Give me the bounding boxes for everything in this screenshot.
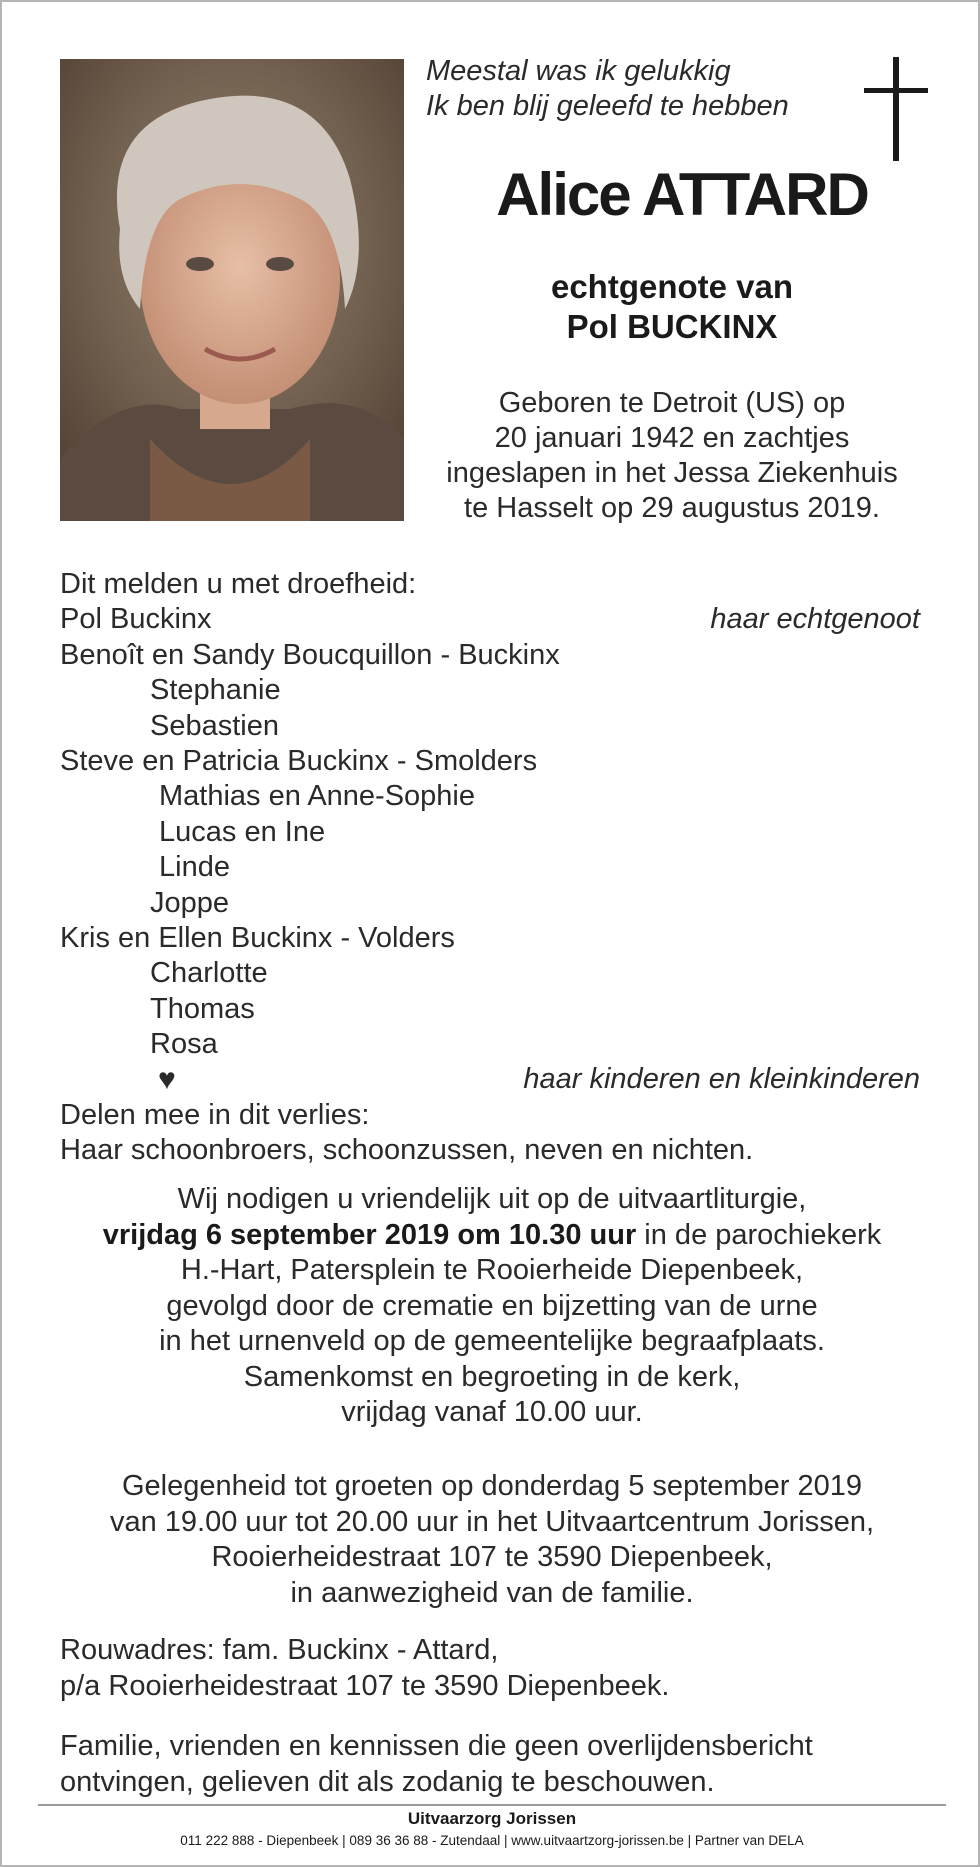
family-intro: Dit melden u met droefheid: [60, 568, 417, 600]
visitation-line-2: van 19.00 uur tot 20.00 uur in het Uitvaartcentrum Jorissen, [109, 1505, 875, 1538]
grandchild: Charlotte [150, 957, 268, 990]
birth-line-3: ingeslapen in het Jessa Ziekenhuis [446, 457, 898, 489]
liturgy-line-5: in het urnenveld op de gemeentelijke begraafplaats. [159, 1325, 825, 1357]
husband-name: Pol Buckinx [60, 603, 212, 636]
liturgy-info [42, 1182, 942, 1431]
liturgy-line-7: vrijdag vanaf 10.00 uur. [341, 1396, 643, 1428]
grandchild: Linde [159, 851, 230, 884]
family-row-heart [60, 1062, 920, 1097]
liturgy-date: vrijdag 6 september 2019 om 10.30 uur [102, 1218, 637, 1251]
family-row-husband [60, 602, 920, 637]
portrait-photo [60, 59, 404, 521]
grandchild: Joppe [150, 886, 230, 919]
deceased-name: Alice ATTARD [496, 161, 868, 228]
mourning-address [60, 1633, 940, 1704]
grandchild: Mathias en Anne-Sophie [159, 780, 475, 813]
grandchild: Rosa [150, 1028, 218, 1061]
spouse-name: Pol BUCKINX [566, 308, 778, 345]
spouse-block [432, 267, 912, 347]
liturgy-line-3: H.-Hart, Patersplein te Rooierheide Diepenbeek, [180, 1254, 804, 1286]
spouse-label: echtgenote van [550, 268, 794, 305]
liturgy-line-1: Wij nodigen u vriendelijk uit op de uitvaartliturgie, [177, 1183, 807, 1215]
husband-role: haar echtgenoot [710, 603, 920, 636]
child-1: Benoît en Sandy Boucquillon - Buckinx [60, 638, 560, 671]
birth-info [422, 386, 922, 526]
liturgy-line-2-rest: in de parochiekerk [636, 1218, 882, 1251]
heart-icon: ♥ [158, 1063, 176, 1097]
portrait-illustration [60, 59, 404, 521]
share-intro: Delen mee in dit verlies: [60, 1098, 370, 1131]
quote-line-1: Meestal was ik gelukkig [426, 55, 731, 87]
address-line-1: Rouwadres: fam. Buckinx - Attard, [60, 1634, 499, 1666]
child-2: Steve en Patricia Buckinx - Smolders [60, 744, 538, 777]
quote-line-2: Ik ben blij geleefd te hebben [426, 90, 789, 122]
notice-line-2: ontvingen, gelieven dit als zodanig te beschouwen. [60, 1765, 715, 1798]
notice [60, 1729, 940, 1800]
children-role: haar kinderen en kleinkinderen [523, 1063, 920, 1096]
address-line-2: p/a Rooierheidestraat 107 te 3590 Diepenbeek. [60, 1669, 670, 1702]
birth-line-2: 20 januari 1942 en zachtjes [494, 422, 850, 454]
grandchild: Stephanie [150, 674, 281, 707]
footer-contact: 011 222 888 - Diepenbeek | 089 36 36 88 - Zutendaal | www.uitvaartzorg-jorissen.be | Partner van DELA [180, 1833, 804, 1848]
liturgy-line-4: gevolgd door de crematie en bijzetting van de urne [166, 1289, 818, 1322]
footer-title: Uitvaarzorg Jorissen [407, 1809, 577, 1828]
notice-line-1: Familie, vrienden en kennissen die geen overlijdensbericht [60, 1730, 813, 1762]
footer-divider [38, 1804, 946, 1806]
birth-line-4: te Hasselt op 29 augustus 2019. [464, 492, 880, 524]
visitation-line-4: in aanwezigheid van de familie. [290, 1576, 694, 1609]
liturgy-line-2 [42, 1218, 942, 1254]
cross-icon [864, 57, 928, 161]
grandchild: Lucas en Ine [159, 815, 326, 848]
quote [426, 54, 789, 124]
visitation-line-3: Rooierheidestraat 107 te 3590 Diepenbeek, [211, 1541, 773, 1573]
grandchild: Thomas [150, 992, 255, 1025]
child-3: Kris en Ellen Buckinx - Volders [60, 921, 455, 954]
liturgy-line-6: Samenkomst en begroeting in de kerk, [243, 1360, 741, 1393]
visitation-info [42, 1469, 942, 1611]
visitation-line-1: Gelegenheid tot groeten op donderdag 5 september 2019 [121, 1470, 863, 1502]
grandchild: Sebastien [150, 709, 279, 742]
birth-line-1: Geboren te Detroit (US) op [498, 387, 846, 419]
family-list [60, 567, 920, 1169]
share-text: Haar schoonbroers, schoonzussen, neven en nichten. [60, 1134, 754, 1167]
